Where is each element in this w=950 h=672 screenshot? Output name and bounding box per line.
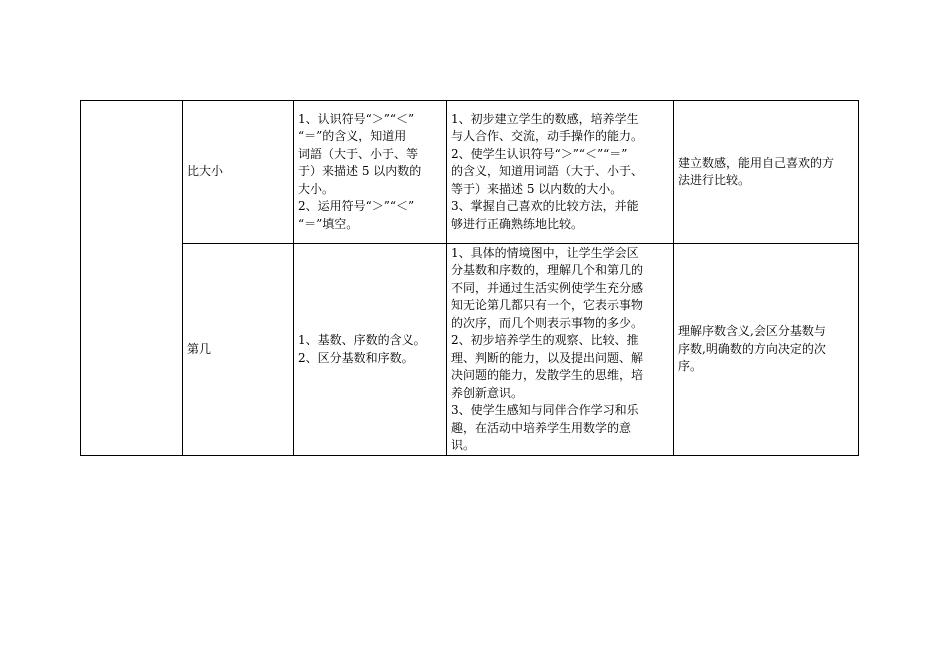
topic-cell bbox=[183, 244, 294, 456]
topic-text: 比大小 bbox=[187, 164, 224, 179]
goal-line: 与人合作、交流，动手操作的能力。 bbox=[451, 129, 644, 144]
content-line: 于）来描述 5 以内数的 bbox=[298, 164, 422, 179]
goal-line: 不同，并通过生活实例使学生充分感 bbox=[451, 280, 644, 295]
focus-line: 序。 bbox=[678, 359, 703, 374]
goal-line: 1、初步建立学生的数感，培养学生 bbox=[451, 111, 639, 126]
content-line: 2、运用符号“＞”“＜” bbox=[298, 199, 415, 214]
goal-cell bbox=[447, 244, 674, 456]
goal-line: 3、掌握自己喜欢的比较方法，并能 bbox=[451, 199, 639, 214]
focus-line: 序数,明确数的方向决定的次 bbox=[678, 341, 826, 356]
content-line: “＝”的含义，知道用 bbox=[298, 129, 407, 144]
goal-line: 够进行正确熟练地比较。 bbox=[451, 216, 584, 231]
goal-line: 养创新意识。 bbox=[451, 385, 524, 400]
focus-cell bbox=[674, 101, 859, 244]
focus-line: 建立数感，能用自己喜欢的方 bbox=[678, 155, 835, 170]
lesson-plan-table bbox=[80, 100, 859, 456]
goal-line: 趣，在活动中培养学生用数学的意 bbox=[451, 420, 632, 435]
content-cell bbox=[294, 244, 447, 456]
focus-line: 理解序数含义,会区分基数与 bbox=[678, 324, 826, 339]
table-row bbox=[81, 101, 859, 244]
content-line: 2、区分基数和序数。 bbox=[298, 350, 414, 365]
content-line: 1、认识符号“＞”“＜” bbox=[298, 111, 415, 126]
focus-line: 法进行比较。 bbox=[678, 173, 751, 187]
content-line: 大小。 bbox=[298, 181, 335, 196]
goal-line: 知无论第几都只有一个，它表示事物 bbox=[451, 298, 644, 312]
goal-line: 决问题的能力，发散学生的思维，培 bbox=[451, 368, 644, 382]
unit-cell bbox=[81, 101, 183, 456]
goal-line: 2、初步培养学生的观察、比较、推 bbox=[451, 333, 639, 347]
table-row bbox=[81, 244, 859, 456]
goal-line: 3、使学生感知与同伴合作学习和乐 bbox=[451, 403, 639, 417]
focus-cell bbox=[674, 244, 859, 456]
goal-line: 等于）来描述 5 以内数的大小。 bbox=[451, 181, 623, 196]
goal-line: 理、判断的能力，以及提出问题、解 bbox=[451, 350, 644, 365]
goal-line: 分基数和序数的，理解几个和第几的 bbox=[451, 263, 644, 277]
content-cell bbox=[294, 101, 447, 244]
topic-text: 第几 bbox=[187, 341, 212, 356]
content-line: 1、基数、序数的含义。 bbox=[298, 333, 426, 347]
topic-cell bbox=[183, 101, 294, 244]
goal-line: 识。 bbox=[451, 438, 476, 452]
content-line: “＝”填空。 bbox=[298, 216, 359, 231]
goal-line: 的含义，知道用词語（大于、小于、 bbox=[451, 164, 644, 179]
goal-line: 2、使学生认识符号“＞”“＜”“＝” bbox=[451, 146, 628, 161]
goal-cell bbox=[447, 101, 674, 244]
content-line: 词語（大于、小于、等 bbox=[298, 146, 419, 161]
goal-line: 的次序，而几个则表示事物的多少。 bbox=[451, 315, 644, 330]
goal-line: 1、具体的情境图中，让学生学会区 bbox=[451, 245, 639, 260]
